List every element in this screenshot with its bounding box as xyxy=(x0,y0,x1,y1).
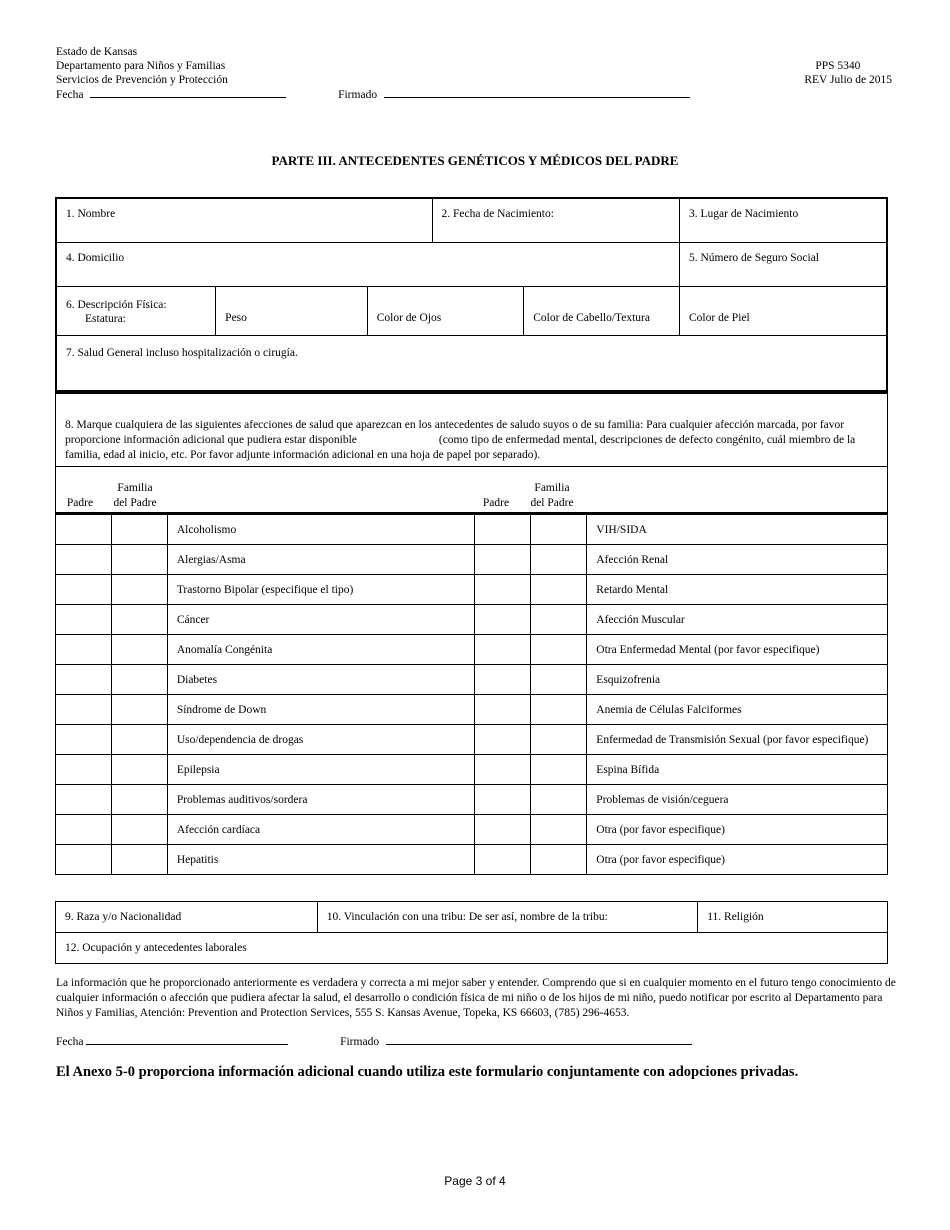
header-signed-label: Firmado xyxy=(338,89,378,101)
footer-date-field[interactable] xyxy=(86,1034,288,1045)
condition-left xyxy=(167,575,475,605)
condition-left xyxy=(167,815,475,845)
height-field[interactable] xyxy=(56,286,216,335)
family-checkbox-right[interactable] xyxy=(531,725,587,755)
condition-label: Otra Enfermedad Mental (por favor especifique) xyxy=(596,644,820,656)
condition-label: Alergias/Asma xyxy=(176,554,246,566)
father-checkbox-right[interactable] xyxy=(475,665,531,695)
condition-row xyxy=(56,635,888,665)
family-checkbox-left[interactable] xyxy=(111,695,167,725)
father-checkbox-right[interactable] xyxy=(475,545,531,575)
physical-desc-label: 6. Descripción Física: xyxy=(66,298,167,311)
father-checkbox-right[interactable] xyxy=(475,845,531,875)
father-checkbox-right[interactable] xyxy=(475,695,531,725)
section-8-text-a: 8. Marque cualquiera de las siguientes afecciones de salud que aparezcan en los antecedentes de saludo suyos o de su familia: Para cualquier afección marcada, por favor proporcione información adicional que pudiera estar disponible xyxy=(65,419,845,446)
condition-label: VIH/SIDA xyxy=(596,524,647,536)
annex-note: El Anexo 5-0 proporciona información adicional cuando utiliza este formulario conjuntamente con adopciones privadas. xyxy=(56,1064,799,1080)
footer-date-label: Fecha xyxy=(56,1036,84,1048)
condition-label: Cáncer xyxy=(176,614,210,626)
family-checkbox-right[interactable] xyxy=(531,785,587,815)
family-checkbox-left[interactable] xyxy=(111,755,167,785)
family-checkbox-right[interactable] xyxy=(531,845,587,875)
section-8-divider xyxy=(56,466,887,467)
footer-signature-field[interactable] xyxy=(386,1034,692,1045)
header-signature-field[interactable] xyxy=(384,87,690,98)
family-checkbox-right[interactable] xyxy=(531,575,587,605)
birthplace-label: 3. Lugar de Nacimiento xyxy=(689,208,799,220)
condition-row xyxy=(56,665,888,695)
family-checkbox-left[interactable] xyxy=(111,605,167,635)
form-number: PPS 5340 xyxy=(815,60,861,72)
condition-label: Retardo Mental xyxy=(596,584,669,596)
col-family-right-line1: Familia xyxy=(534,482,570,494)
father-checkbox-left[interactable] xyxy=(56,665,112,695)
father-checkbox-right[interactable] xyxy=(475,815,531,845)
condition-right xyxy=(587,695,888,725)
weight-label: Peso xyxy=(225,311,247,324)
skin-field[interactable] xyxy=(680,286,888,335)
form-revision: REV Julio de 2015 xyxy=(804,74,892,86)
father-checkbox-left[interactable] xyxy=(56,755,112,785)
condition-label: Problemas de visión/ceguera xyxy=(596,794,729,806)
condition-row xyxy=(56,695,888,725)
condition-left xyxy=(167,725,475,755)
condition-left xyxy=(167,845,475,875)
condition-right xyxy=(587,755,888,785)
condition-label: Espina Bífida xyxy=(596,764,660,776)
condition-right xyxy=(587,575,888,605)
hair-field[interactable] xyxy=(524,286,680,335)
religion-field[interactable] xyxy=(698,902,888,933)
condition-left xyxy=(167,605,475,635)
family-checkbox-right[interactable] xyxy=(531,815,587,845)
header-date-field[interactable] xyxy=(90,87,286,98)
condition-row xyxy=(56,785,888,815)
condition-right xyxy=(587,635,888,665)
address-label: 4. Domicilio xyxy=(66,251,125,264)
section-8-instructions xyxy=(65,418,877,463)
condition-label: Afección Renal xyxy=(596,554,669,566)
condition-right xyxy=(587,815,888,845)
name-label: 1. Nombre xyxy=(66,208,116,220)
address-field[interactable] xyxy=(56,242,680,286)
page-number: Page 3 of 4 xyxy=(444,1174,506,1188)
race-label: 9. Raza y/o Nacionalidad xyxy=(65,911,182,923)
condition-label: Enfermedad de Transmisión Sexual (por favor especifique) xyxy=(596,734,869,746)
condition-label: Trastorno Bipolar (especifique el tipo) xyxy=(176,584,354,596)
family-checkbox-left[interactable] xyxy=(111,785,167,815)
father-checkbox-left[interactable] xyxy=(56,815,112,845)
family-checkbox-left[interactable] xyxy=(111,815,167,845)
footer-signature-row xyxy=(56,1034,692,1048)
height-label: Estatura: xyxy=(85,312,126,325)
condition-row xyxy=(56,575,888,605)
condition-label: Uso/dependencia de drogas xyxy=(176,734,304,746)
col-family-left-line2: del Padre xyxy=(113,497,157,509)
family-checkbox-left[interactable] xyxy=(111,635,167,665)
condition-label: Anemia de Células Falciformes xyxy=(596,704,742,716)
section-8-text-b: (como tipo de enfermedad mental, descripciones de defecto congénito, cuál miembro de la familia, edad al inicio, etc. Por favor adjunte información adicional en una hoja de papel por separado). xyxy=(65,434,856,461)
family-checkbox-right[interactable] xyxy=(531,755,587,785)
condition-label: Afección Muscular xyxy=(596,614,685,626)
condition-right xyxy=(587,725,888,755)
father-checkbox-left[interactable] xyxy=(56,575,112,605)
skin-label: Color de Piel xyxy=(689,311,750,324)
weight-field[interactable] xyxy=(216,286,368,335)
father-checkbox-left[interactable] xyxy=(56,725,112,755)
condition-label: Esquizofrenia xyxy=(596,674,661,686)
condition-label: Síndrome de Down xyxy=(176,704,267,716)
race-field[interactable] xyxy=(56,902,318,933)
agency-header xyxy=(56,45,690,102)
col-family-right xyxy=(524,481,580,511)
col-father-right: Padre xyxy=(482,497,510,509)
religion-label: 11. Religión xyxy=(707,911,764,923)
condition-left xyxy=(167,695,475,725)
father-checkbox-right[interactable] xyxy=(475,605,531,635)
father-checkbox-left[interactable] xyxy=(56,515,112,545)
ssn-field[interactable] xyxy=(680,242,888,286)
father-checkbox-right[interactable] xyxy=(475,515,531,545)
family-checkbox-left[interactable] xyxy=(111,725,167,755)
condition-label: Hepatitis xyxy=(176,854,219,866)
col-father-left: Padre xyxy=(66,497,94,509)
conditions-table xyxy=(55,514,888,875)
condition-right xyxy=(587,515,888,545)
condition-label: Otra (por favor especifique) xyxy=(596,854,725,866)
tribe-label: 10. Vinculación con una tribu: De ser así, nombre de la tribu: xyxy=(326,911,608,923)
condition-right xyxy=(587,605,888,635)
condition-left xyxy=(167,785,475,815)
general-health-field[interactable] xyxy=(56,335,887,393)
condition-left xyxy=(167,545,475,575)
family-checkbox-right[interactable] xyxy=(531,635,587,665)
family-checkbox-right[interactable] xyxy=(531,545,587,575)
father-checkbox-left[interactable] xyxy=(56,845,112,875)
father-checkbox-right[interactable] xyxy=(475,755,531,785)
ssn-label: 5. Número de Seguro Social xyxy=(689,251,819,264)
name-field[interactable] xyxy=(56,198,432,242)
father-checkbox-left[interactable] xyxy=(56,605,112,635)
dob-label: 2. Fecha de Nacimiento: xyxy=(441,208,554,220)
father-checkbox-left[interactable] xyxy=(56,635,112,665)
header-signature-row xyxy=(56,87,690,102)
agency-line-department: Departamento para Niños y Familias xyxy=(56,60,226,72)
father-checkbox-left[interactable] xyxy=(56,785,112,815)
declaration-text: La información que he proporcionado anteriormente es verdadera y correcta a mi mejor saber y entender. Comprendo que si en cualquier momento en el futuro tengo conocimiento de cualquier información o afección que pudiera afectar la salud, el desarrollo o condición física de mi niño o de los hijos de mi niño, puedo notificar por escrito al Departamento para Niños y Familias, Atención: Prevention and Protection Services, 555 S. Kansas Avenue, Topeka, KS 66603, (785) 296-4653. xyxy=(56,977,896,1019)
family-checkbox-right[interactable] xyxy=(531,695,587,725)
family-checkbox-left[interactable] xyxy=(111,845,167,875)
col-family-left xyxy=(106,481,164,511)
occupation-label: 12. Ocupación y antecedentes laborales xyxy=(65,942,247,954)
family-checkbox-left[interactable] xyxy=(111,515,167,545)
condition-row xyxy=(56,725,888,755)
condition-right xyxy=(587,545,888,575)
hair-label: Color de Cabello/Textura xyxy=(533,311,650,324)
condition-left xyxy=(167,515,475,545)
family-checkbox-left[interactable] xyxy=(111,545,167,575)
family-checkbox-right[interactable] xyxy=(531,515,587,545)
eye-color-field[interactable] xyxy=(367,286,524,335)
condition-label: Afección cardíaca xyxy=(176,824,261,836)
background-table xyxy=(55,901,888,964)
father-checkbox-right[interactable] xyxy=(475,785,531,815)
condition-row xyxy=(56,815,888,845)
identity-table xyxy=(55,197,888,394)
condition-row xyxy=(56,755,888,785)
condition-label: Problemas auditivos/sordera xyxy=(176,794,308,806)
condition-label: Alcoholismo xyxy=(176,524,237,536)
form-id-block xyxy=(804,59,892,87)
header-date-label: Fecha xyxy=(56,89,84,101)
agency-line-services: Servicios de Prevención y Protección xyxy=(56,74,228,86)
family-checkbox-right[interactable] xyxy=(531,665,587,695)
col-family-left-line1: Familia xyxy=(117,482,153,494)
condition-right xyxy=(587,845,888,875)
condition-row xyxy=(56,605,888,635)
tribe-field[interactable] xyxy=(317,902,698,933)
family-checkbox-right[interactable] xyxy=(531,605,587,635)
occupation-field[interactable] xyxy=(56,933,888,964)
birthplace-field[interactable] xyxy=(680,198,888,242)
father-checkbox-right[interactable] xyxy=(475,575,531,605)
condition-right xyxy=(587,785,888,815)
general-health-label: 7. Salud General incluso hospitalización o cirugía. xyxy=(66,346,298,359)
dob-field[interactable] xyxy=(432,198,679,242)
family-checkbox-left[interactable] xyxy=(111,575,167,605)
condition-label: Anomalía Congénita xyxy=(176,644,273,656)
section-8-header xyxy=(55,390,888,514)
condition-left xyxy=(167,755,475,785)
family-checkbox-left[interactable] xyxy=(111,665,167,695)
agency-line-state: Estado de Kansas xyxy=(56,46,138,58)
col-family-right-line2: del Padre xyxy=(530,497,574,509)
condition-left xyxy=(167,635,475,665)
condition-left xyxy=(167,665,475,695)
condition-label: Epilepsia xyxy=(176,764,220,776)
father-checkbox-left[interactable] xyxy=(56,695,112,725)
footer-signed-label: Firmado xyxy=(340,1036,380,1048)
condition-row xyxy=(56,545,888,575)
father-checkbox-left[interactable] xyxy=(56,545,112,575)
condition-label: Otra (por favor especifique) xyxy=(596,824,725,836)
condition-label: Diabetes xyxy=(176,674,218,686)
eye-color-label: Color de Ojos xyxy=(376,311,442,324)
condition-right xyxy=(587,665,888,695)
page-title: PARTE III. ANTECEDENTES GENÉTICOS Y MÉDICOS DEL PADRE xyxy=(271,153,679,168)
father-checkbox-right[interactable] xyxy=(475,725,531,755)
condition-row xyxy=(56,845,888,875)
condition-row xyxy=(56,515,888,545)
father-checkbox-right[interactable] xyxy=(475,635,531,665)
